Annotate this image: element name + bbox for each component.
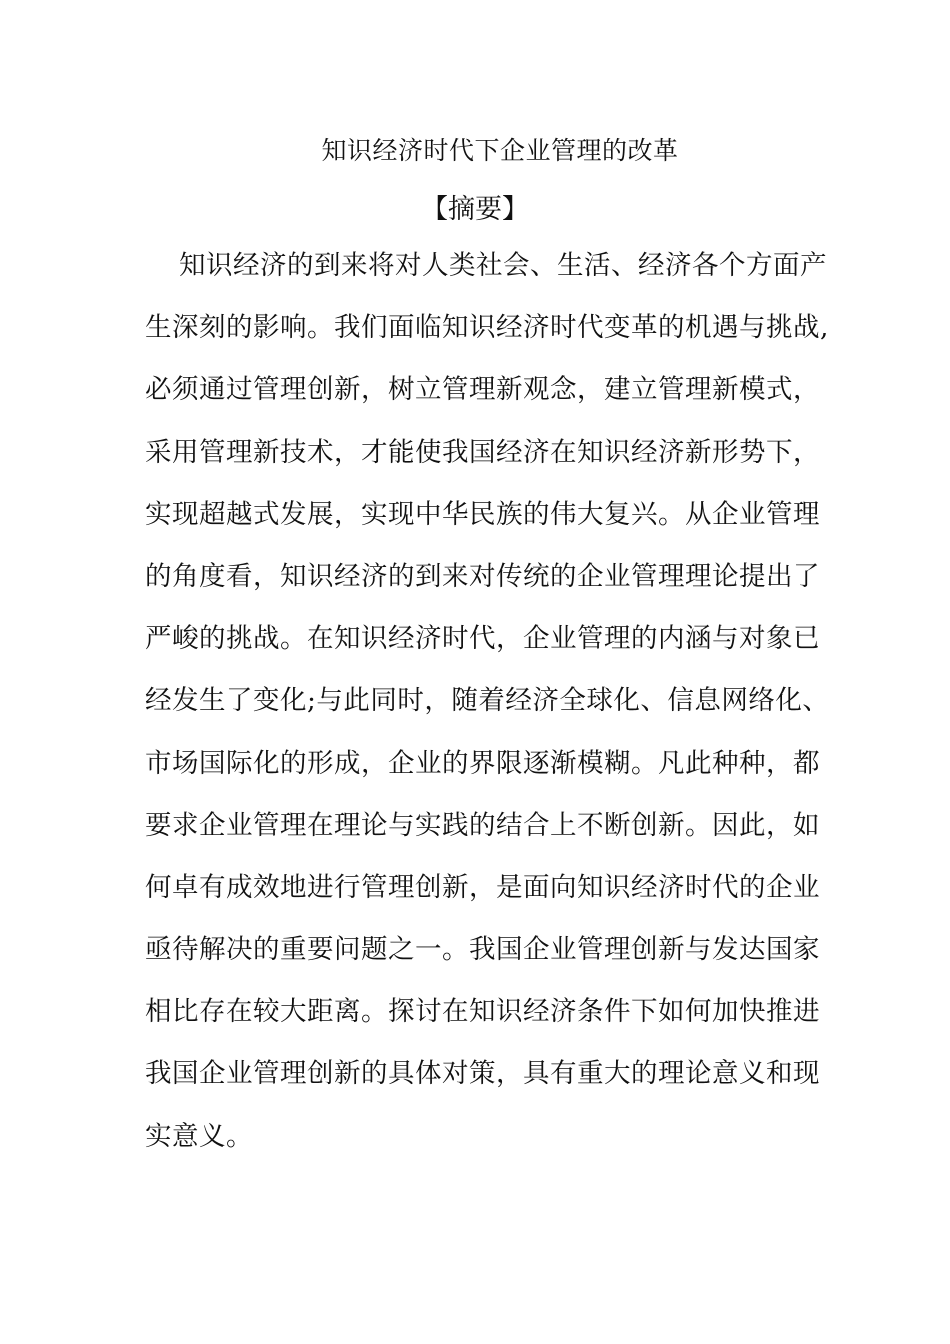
abstract-line: 亟待解决的重要问题之一。我国企业管理创新与发达国家 xyxy=(145,934,820,966)
abstract-line: 我国企业管理创新的具体对策，具有重大的理论意义和现 xyxy=(145,1058,820,1090)
abstract-line: 实意义。 xyxy=(145,1120,253,1152)
abstract-line: 的角度看，知识经济的到来对传统的企业管理理论提出了 xyxy=(145,560,820,592)
abstract-line: 何卓有成效地进行管理创新，是面向知识经济时代的企业 xyxy=(145,871,820,903)
abstract-line: 严峻的挑战。在知识经济时代，企业管理的内涵与对象已 xyxy=(145,623,820,655)
abstract-line: 市场国际化的形成，企业的界限逐渐模糊。凡此种种，都 xyxy=(145,747,820,779)
abstract-line: 经发生了变化;与此同时，随着经济全球化、信息网络化、 xyxy=(145,685,830,717)
abstract-line: 采用管理新技术，才能使我国经济在知识经济新形势下， xyxy=(145,436,820,468)
abstract-line: 相比存在较大距离。探讨在知识经济条件下如何加快推进 xyxy=(145,996,820,1028)
abstract-line: 实现超越式发展，实现中华民族的伟大复兴。从企业管理 xyxy=(145,498,820,530)
document-title: 知识经济时代下企业管理的改革 xyxy=(321,136,679,165)
abstract-body xyxy=(145,246,830,1179)
abstract-line: 生深刻的影响。我们面临知识经济时代变革的机遇与挑战, xyxy=(145,312,829,344)
abstract-line: 知识经济的到来将对人类社会、生活、经济各个方面产 xyxy=(179,250,827,281)
abstract-line: 要求企业管理在理论与实践的结合上不断创新。因此，如 xyxy=(145,809,820,841)
abstract-heading: 【摘要】 xyxy=(421,194,529,225)
abstract-line: 必须通过管理创新，树立管理新观念，建立管理新模式， xyxy=(145,374,820,406)
